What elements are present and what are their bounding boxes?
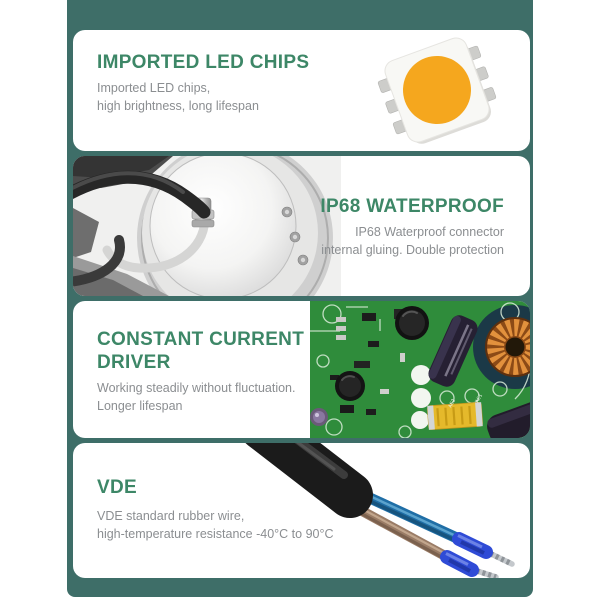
feature-title: IMPORTED LED CHIPS — [97, 52, 310, 73]
underwater-light-image — [73, 156, 341, 296]
pcb-silkscreen-label: AC2 — [447, 398, 458, 409]
feature-text-block — [320, 195, 504, 259]
feature-title: IP68 WATERPROOF — [320, 196, 504, 217]
feature-description — [97, 80, 309, 115]
feature-card-driver — [73, 301, 530, 438]
feature-text-block — [97, 476, 334, 543]
description-line: Longer lifespan — [97, 398, 183, 413]
feature-description — [97, 380, 347, 415]
feature-card-vde — [73, 443, 530, 578]
pcb-silkscreen-label: AC1 — [474, 393, 485, 404]
description-line: Imported LED chips, — [97, 81, 211, 95]
feature-card-led-chips — [73, 30, 530, 151]
feature-card-waterproof — [73, 156, 530, 296]
description-line: internal gluing. Double protection — [321, 242, 504, 257]
feature-description — [97, 508, 334, 543]
description-line: Working steadily without fluctuation. — [97, 381, 296, 395]
feature-text-block — [97, 328, 347, 415]
description-line: IP68 Waterproof connector — [355, 225, 504, 239]
smd-led-chip-image — [361, 30, 526, 151]
feature-description — [320, 224, 504, 259]
feature-title: CONSTANT CURRENT DRIVER — [97, 329, 305, 373]
description-line: high brightness, long lifespan — [97, 98, 259, 113]
description-line: high-temperature resistance -40°C to 90°C — [97, 526, 334, 541]
feature-title: VDE — [97, 477, 137, 498]
description-line: VDE standard rubber wire, — [97, 509, 245, 523]
feature-text-block — [97, 51, 309, 115]
